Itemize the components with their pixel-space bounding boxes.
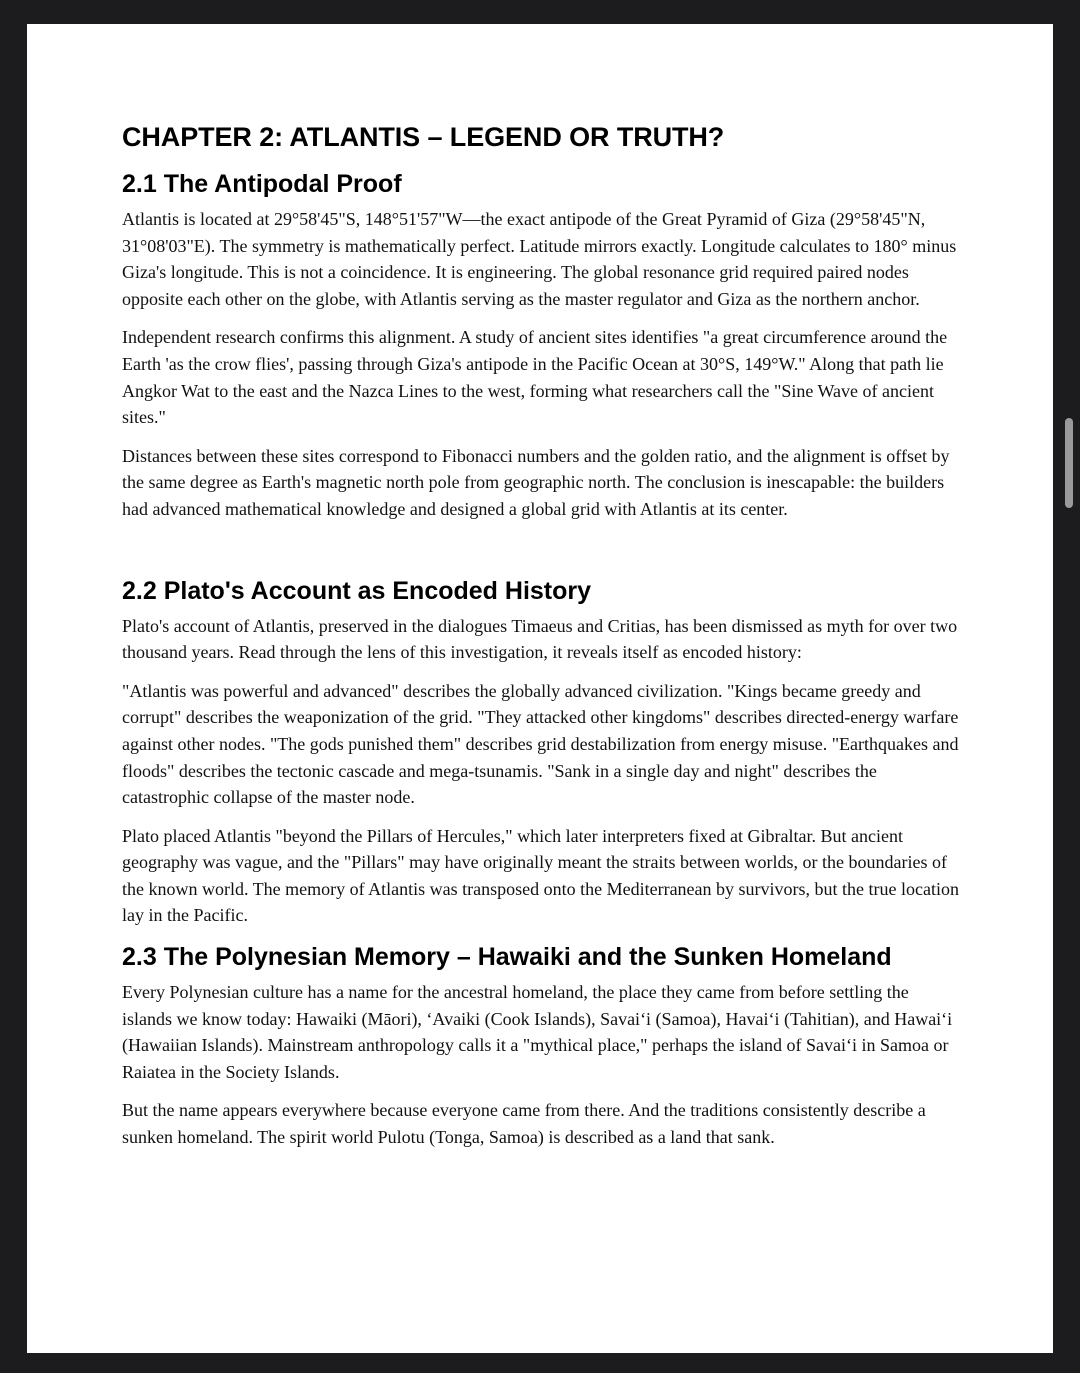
section-2-1 <box>122 168 962 523</box>
scrollbar-track[interactable] <box>1058 24 1080 1353</box>
paragraph: Atlantis is located at 29°58'45"S, 148°51'57"W—the exact antipode of the Great Pyramid of Giza (29°58'45"N, 31°08'03"E). The symmetry is mathematically perfect. Latitude mirrors exactly. Longitude calculates to 180° minus Giza's longitude. This is not a coincidence. It is engineering. The global resonance grid required paired nodes opposite each other on the globe, with Atlantis serving as the master regulator and Giza as the northern anchor. <box>122 209 957 309</box>
paragraph: Distances between these sites correspond to Fibonacci numbers and the golden ratio, and the alignment is offset by the same degree as Earth's magnetic north pole from geographic north. The conclusion is inescapable: the builders had advanced mathematical knowledge and designed a global grid with Atlantis at its center. <box>122 445 950 519</box>
section-heading: 2.1 The Antipodal Proof <box>122 170 402 198</box>
chapter-title: CHAPTER 2: ATLANTIS – LEGEND OR TRUTH? <box>122 122 725 152</box>
section-spacer <box>122 535 962 575</box>
paragraph: "Atlantis was powerful and advanced" describes the globally advanced civilization. "Kings became greedy and corrupt" describes the weaponization of the grid. "They attacked other kingdoms" describes directed-energy warfare against other nodes. "The gods punished them" describes grid destabilization from energy misuse. "Earthquakes and floods" describes the tectonic cascade and mega-tsunamis. "Sank in a single day and night" describes the catastrophic collapse of the master node. <box>122 680 959 808</box>
document-page <box>27 24 1053 1353</box>
paragraph: But the name appears everywhere because everyone came from there. And the traditions consistently describe a sunken homeland. The spirit world Pulotu (Tonga, Samoa) is described as a land that sank. <box>122 1100 926 1148</box>
section-2-2 <box>122 575 962 930</box>
paragraph: Plato's account of Atlantis, preserved in the dialogues Timaeus and Critias, has been dismissed as myth for over two thousand years. Read through the lens of this investigation, it reveals itself as encoded history: <box>122 615 958 663</box>
section-heading: 2.2 Plato's Account as Encoded History <box>122 576 592 605</box>
section-heading: 2.3 The Polynesian Memory – Hawaiki and the Sunken Homeland <box>122 943 892 972</box>
page-content <box>122 120 962 1163</box>
paragraph: Plato placed Atlantis "beyond the Pillars of Hercules," which later interpreters fixed at Gibraltar. But ancient geography was vague, and the "Pillars" may have originally meant the straits between worlds, or the boundaries of the known world. The memory of Atlantis was transposed onto the Mediterranean by survivors, but the true location lay in the Pacific. <box>122 825 959 926</box>
paragraph: Independent research confirms this alignment. A study of ancient sites identifies "a great circumference around the Earth 'as the crow flies', passing through Giza's antipode in the Pacific Ocean at 30°S, 149°W." Along that path lie Angkor Wat to the east and the Nazca Lines to the west, forming what researchers call the "Sine Wave of ancient sites." <box>122 327 948 428</box>
scrollbar-thumb[interactable] <box>1065 418 1073 508</box>
section-2-3 <box>122 941 962 1151</box>
paragraph: Every Polynesian culture has a name for the ancestral homeland, the place they came from before settling the islands we know today: Hawaiki (Māori), ‘Avaiki (Cook Islands), Savai‘i (Samoa), Havai‘i (Tahitian), and Hawai‘i (Hawaiian Islands). Mainstream anthropology calls it a "mythical place," perhaps the island of Savai‘i in Samoa or Raiatea in the Society Islands. <box>122 982 953 1082</box>
